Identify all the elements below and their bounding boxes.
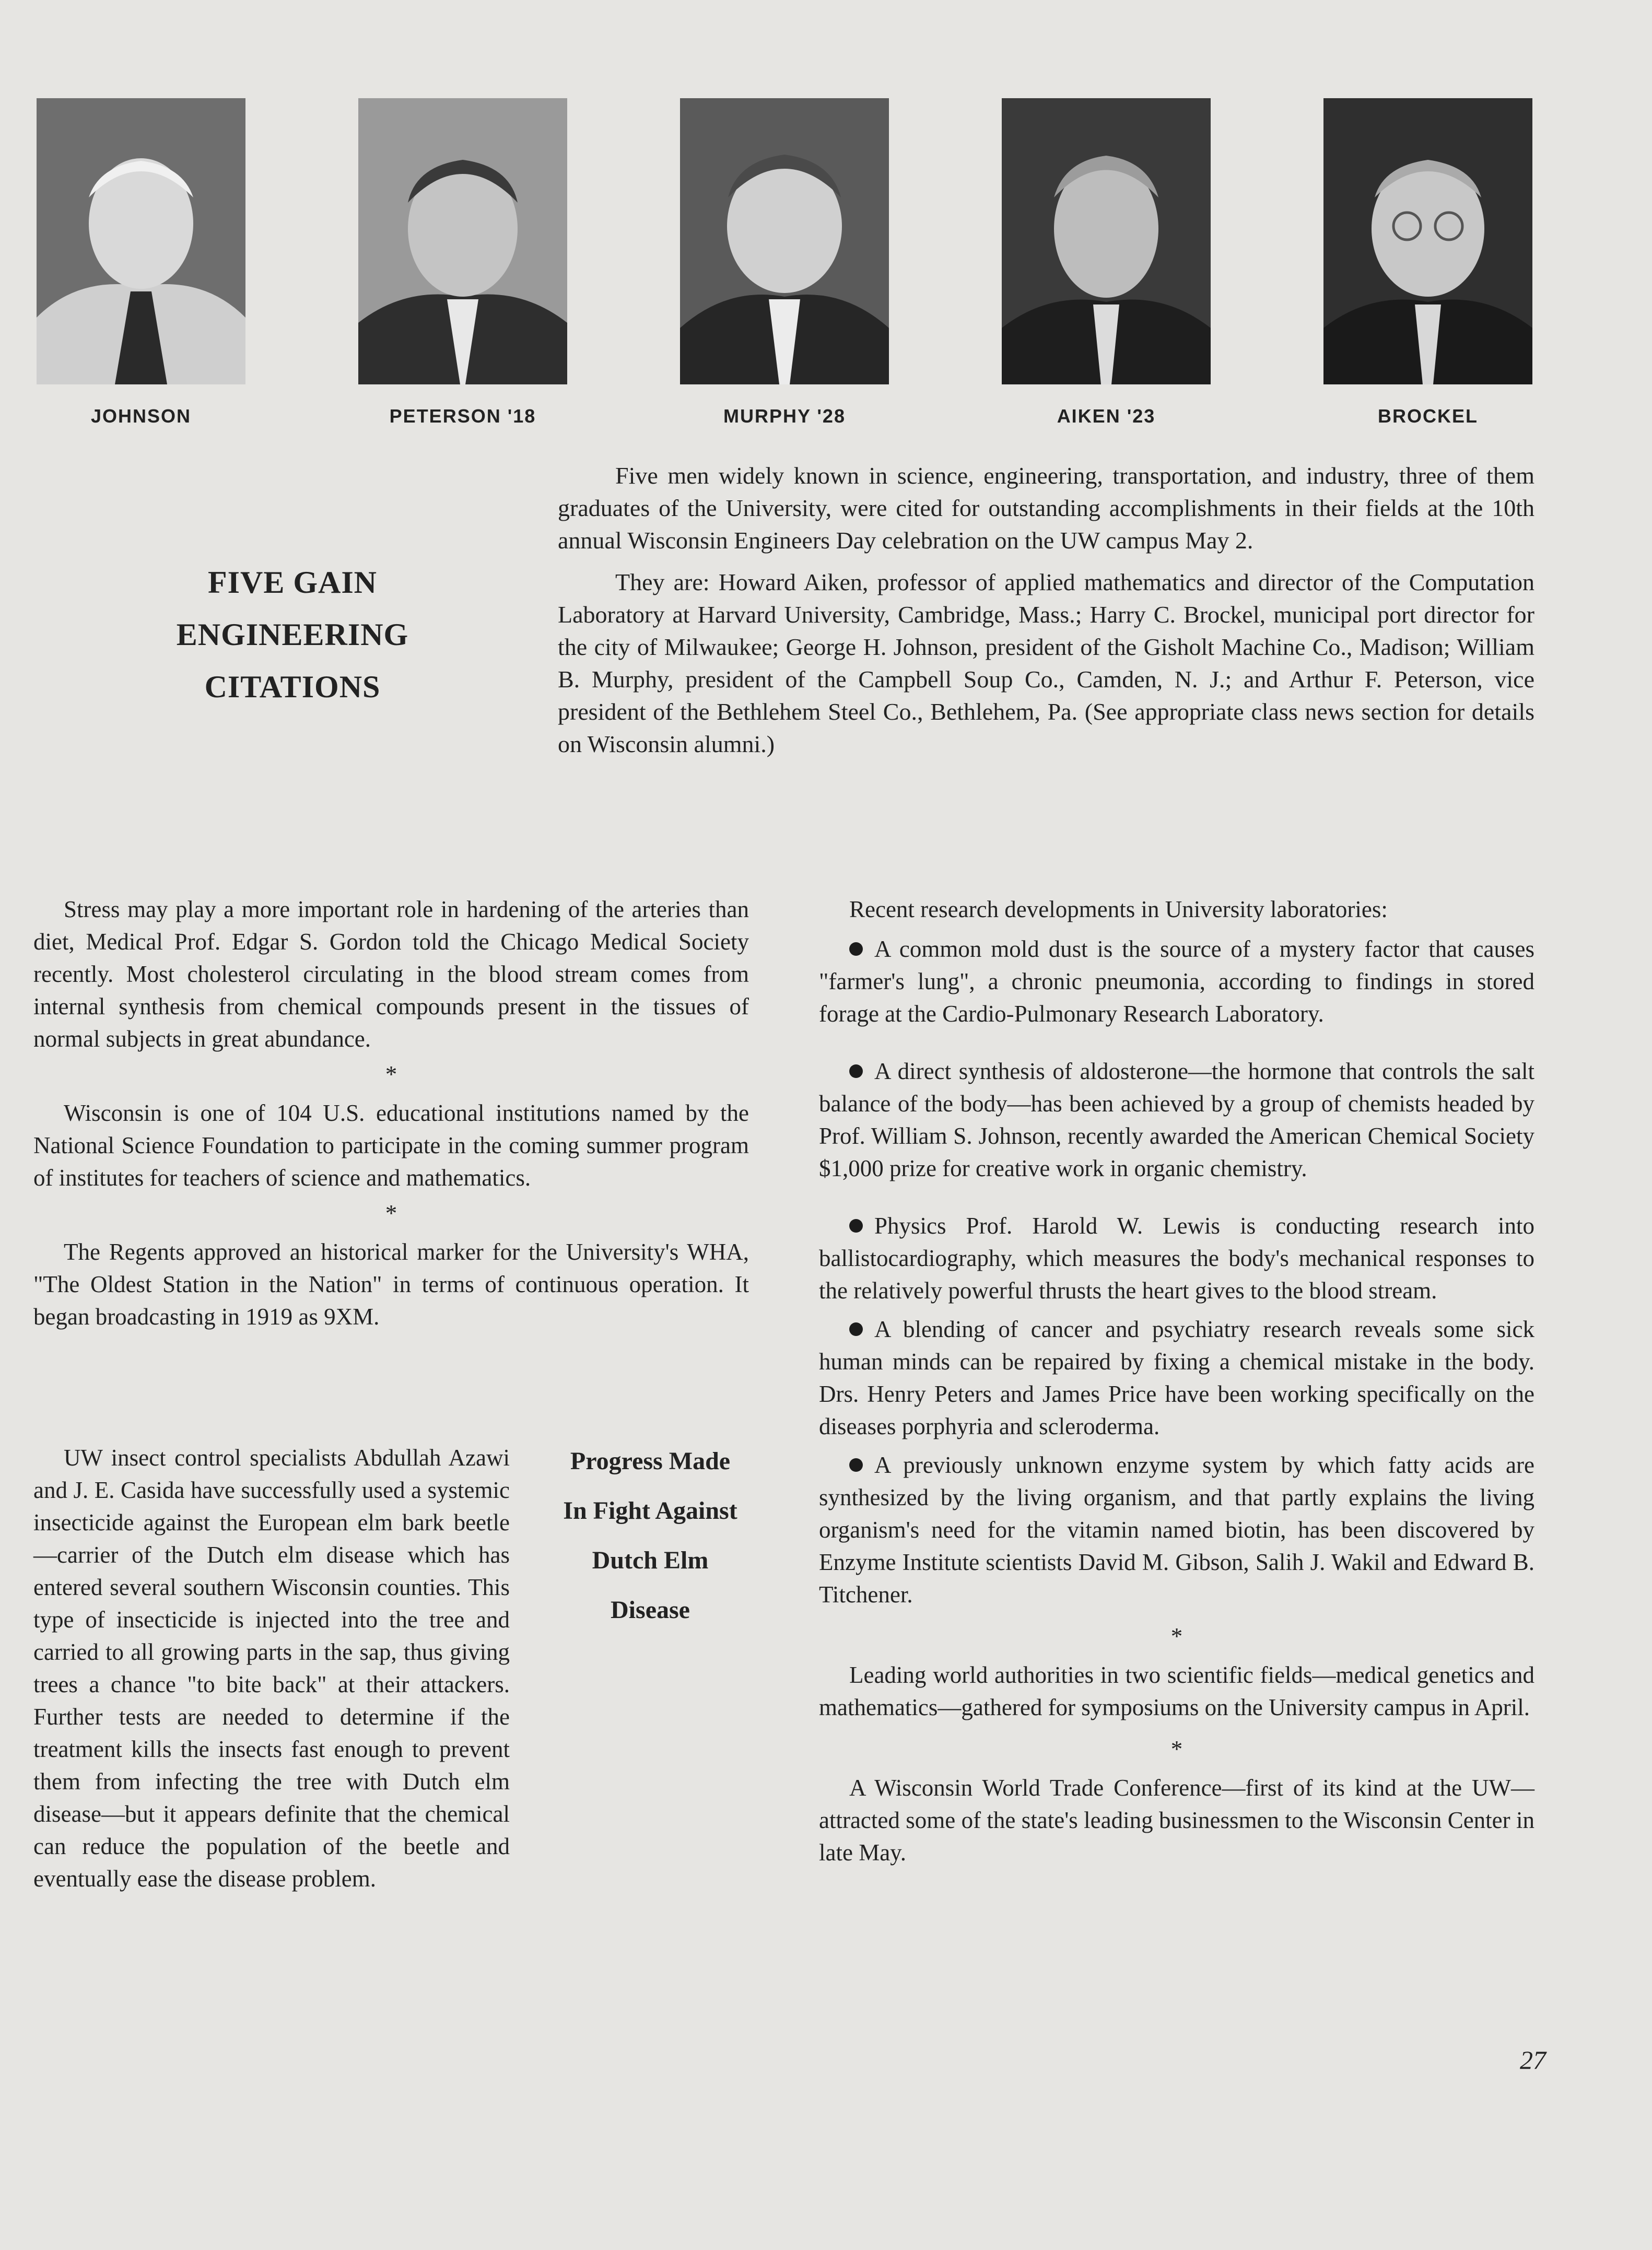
research-bullet-text: A direct synthesis of aldosterone—the hormone that controls the salt balance of the body—has been achieved by a group of chemists headed by Prof. William S. Johnson, recently awarded the American Chemical Society $1,000 prize for creative work in organic chemistry. — [819, 1058, 1534, 1181]
page-number: 27 — [1520, 2045, 1546, 2075]
bullet-icon — [849, 942, 863, 956]
elm-story-paragraph: UW insect control specialists Abdullah Azawi and J. E. Casida have successfully used a systemic insecticide against the European elm bark beetle—carrier of the Dutch elm disease which has entered several southern Wisconsin counties. This type of insecticide is injected into the tree and carried to all growing parts in the sap, thus giving trees a chance "to bite back" at their attackers. Further tests are needed to determine if the treatment kills the insects fast enough to prevent them from infecting the tree with Dutch elm disease—but it appears definite that the chemical can reduce the population of the beetle and eventually ease the disease problem. — [33, 1445, 510, 1892]
research-bullet-text: A common mold dust is the source of a mystery factor that causes "farmer's lung", a chronic pneumonia, according to findings in stored forage at the Cardio-Pulmonary Research Laboratory. — [819, 936, 1534, 1027]
portrait-murphy-image — [680, 98, 889, 384]
research-bullet-text: Physics Prof. Harold W. Lewis is conducting research into ballistocardiography, which measures the body's mechanical responses to the relatively powerful thrusts the heart gives to the blood stream. — [819, 1213, 1534, 1304]
research-bullet — [819, 1210, 1534, 1307]
news-item-wha: The Regents approved an historical marker for the University's WHA, "The Oldest Station in the Nation" in terms of continuous operation. It began broadcasting in 1919 as 9XM. — [33, 1239, 749, 1330]
bullet-icon — [849, 1219, 863, 1233]
research-bullet-text: A previously unknown enzyme system by which fatty acids are synthesized by the living organism, and that partly explains the living organism's need for the vitamin named biotin, has been discovered by Enzyme Institute scientists David M. Gibson, Salih J. Wakil and Edward B. Titchener. — [819, 1452, 1534, 1608]
bullet-icon — [849, 1322, 863, 1336]
intro-text — [558, 460, 1534, 770]
research-bullet — [819, 933, 1534, 1030]
separator-star: * — [385, 1200, 397, 1226]
portrait-brockel-image — [1323, 98, 1532, 384]
intro-paragraph-1: Five men widely known in science, engineering, transportation, and industry, three of them graduates of the University, were cited for outstanding accomplishments in their fields at the 10th annual Wisconsin Engineers Day celebration on the UW campus May 2. — [558, 462, 1534, 554]
caption-brockel: BROCKEL — [1378, 405, 1478, 427]
research-bullet — [819, 1313, 1534, 1443]
elm-heading-line-2: In Fight Against — [563, 1497, 737, 1525]
elm-story-heading — [538, 1436, 763, 1635]
research-intro: Recent research developments in University laboratories: — [849, 896, 1388, 922]
caption-peterson: PETERSON '18 — [389, 405, 536, 427]
elm-heading-line-4: Disease — [611, 1596, 690, 1624]
elm-story-text — [33, 1442, 510, 1895]
separator-star: * — [1170, 1623, 1183, 1649]
bullet-icon — [849, 1458, 863, 1472]
news-item-nsf: Wisconsin is one of 104 U.S. educational institutions named by the National Science Foundation to participate in the coming summer program of institutes for teachers of science and mathematics. — [33, 1100, 749, 1191]
separator-star: * — [385, 1061, 397, 1087]
intro-paragraph-2: They are: Howard Aiken, professor of applied mathematics and director of the Computation Laboratory at Harvard University, Cambridge, Mass.; Harry C. Brockel, municipal port director for the city of Milwaukee; George H. Johnson, president of the Gisholt Machine Co., Madison; William B. Murphy, president of the Campbell Soup Co., Camden, N. J.; and Arthur F. Peterson, vice president of the Bethlehem Steel Co., Bethlehem, Pa. (See appropriate class news section for details on Wisconsin alumni.) — [558, 569, 1534, 757]
portrait-brockel — [1323, 98, 1532, 384]
caption-johnson: JOHNSON — [90, 405, 192, 427]
bullet-icon — [849, 1064, 863, 1078]
headline-line-3: CITATIONS — [204, 670, 381, 704]
portrait-aiken — [1002, 98, 1211, 384]
news-item-symposium: Leading world authorities in two scientific fields—medical genetics and mathematics—gathered for symposiums on the University campus in April. — [819, 1662, 1534, 1720]
portrait-peterson-image — [358, 98, 567, 384]
research-bullet — [819, 1449, 1534, 1611]
elm-heading-line-1: Progress Made — [570, 1447, 731, 1475]
portrait-johnson-image — [37, 98, 245, 384]
portrait-murphy — [680, 98, 889, 384]
news-item-stress: Stress may play a more important role in hardening of the arteries than diet, Medical Prof. Edgar S. Gordon told the Chicago Medical Society recently. Most cholesterol circulating in the blood stream comes from internal synthesis from chemical compounds present in the tissues of normal subjects in great abundance. — [33, 896, 749, 1052]
portrait-aiken-image — [1002, 98, 1211, 384]
research-bullet — [819, 1055, 1534, 1185]
left-column — [33, 893, 749, 1333]
elm-heading-line-3: Dutch Elm — [592, 1546, 709, 1574]
separator-star: * — [1170, 1736, 1183, 1762]
news-item-trade-conference: A Wisconsin World Trade Conference—first of its kind at the UW—attracted some of the state's leading businessmen to the Wisconsin Center in late May. — [819, 1775, 1534, 1866]
research-bullet-text: A blending of cancer and psychiatry research reveals some sick human minds can be repaired by fixing a chemical mistake in the body. Drs. Henry Peters and James Price have been working specifically on the diseases porphyria and scleroderma. — [819, 1316, 1534, 1439]
headline-line-2: ENGINEERING — [176, 617, 409, 652]
caption-aiken: AIKEN '23 — [1057, 405, 1156, 427]
right-column — [819, 893, 1534, 1869]
portrait-johnson — [37, 98, 245, 384]
section-headline — [125, 556, 460, 713]
caption-murphy: MURPHY '28 — [723, 405, 846, 427]
headline-line-1: FIVE GAIN — [207, 565, 378, 600]
portrait-peterson — [358, 98, 567, 384]
